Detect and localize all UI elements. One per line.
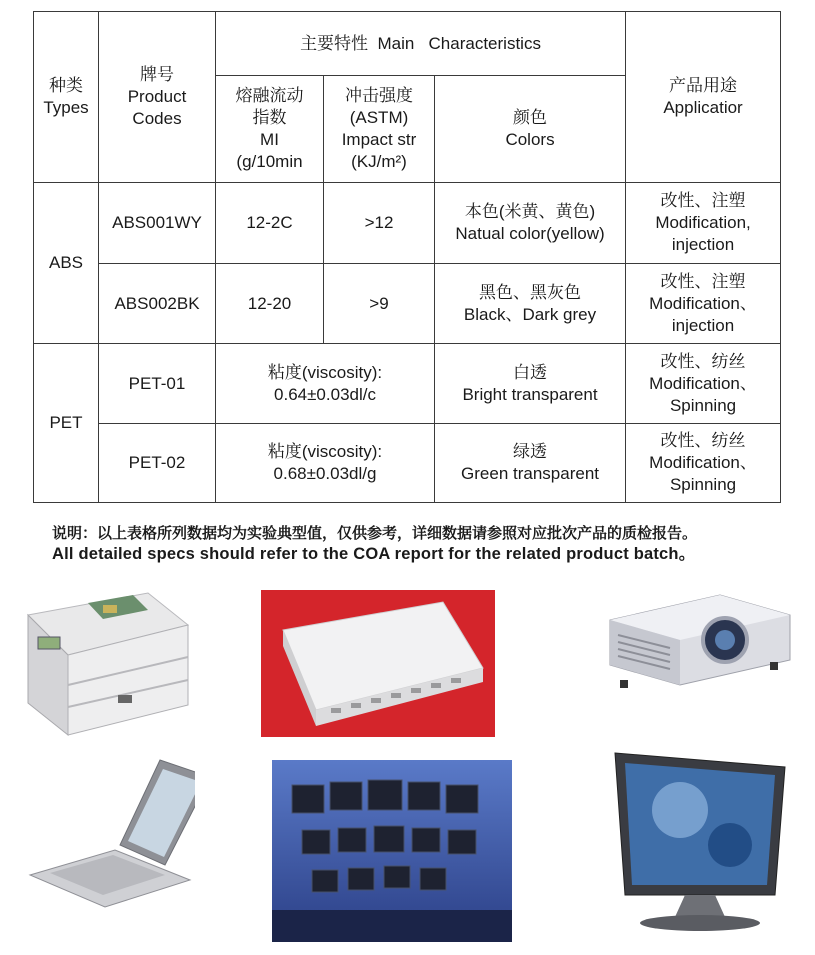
monitor-wall-display-photo [272,760,512,942]
white-router-photo [261,590,495,737]
tablet-laptop-photo [25,755,195,910]
header-colors: 颜色 Colors [435,76,626,183]
note-en: All detailed specs should refer to the COA report for the related product batch。 [52,545,696,563]
product-code: ABS002BK [99,264,216,344]
viscosity-value: 粘度(viscosity): 0.64±0.03dl/c [216,344,435,424]
product-code: ABS001WY [99,183,216,264]
projector-photo [600,580,800,695]
mi-value: 12-20 [216,264,324,344]
application-value: 改性、注塑 Modification, injection [626,183,781,264]
type-cell-pet: PET [34,344,99,503]
mi-value: 12-2C [216,183,324,264]
lcd-monitor-photo [600,745,805,935]
type-cell-abs: ABS [34,183,99,344]
table-row [34,183,781,264]
color-value: 白透 Bright transparent [435,344,626,424]
color-value: 本色(米黄、黄色) Natual color(yellow) [435,183,626,264]
header-types: 种类 Types [34,12,99,183]
note-zh: 说明：以上表格所列数据均为实验典型值，仅供参考，详细数据请参照对应批次产品的质检报告。 [52,525,698,542]
application-value: 改性、纺丝 Modification、 Spinning [626,424,781,503]
impact-value: >9 [324,264,435,344]
color-value: 黑色、黑灰色 Black、Dark grey [435,264,626,344]
header-mi: 熔融流动 指数 MI (g/10min [216,76,324,183]
color-value: 绿透 Green transparent [435,424,626,503]
application-value: 改性、纺丝 Modification、 Spinning [626,344,781,424]
header-application: 产品用途 Applicatior [626,12,781,183]
watermark-text: AGE [100,928,133,944]
application-value: 改性、注塑 Modification、 injection [626,264,781,344]
impact-value: >12 [324,183,435,264]
laser-printer-photo [8,585,193,745]
table-row [34,264,781,344]
product-code: PET-02 [99,424,216,503]
table-row [34,344,781,424]
viscosity-value: 粘度(viscosity): 0.68±0.03dl/g [216,424,435,503]
header-product-codes: 牌号 Product Codes [99,12,216,183]
header-main-characteristics: 主要特性 Main Characteristics [216,12,626,76]
product-code: PET-01 [99,344,216,424]
header-impact: 冲击强度 (ASTM) Impact str (KJ/m²) [324,76,435,183]
disclaimer-note [52,524,792,564]
spec-table [33,11,781,503]
table-row [34,424,781,503]
